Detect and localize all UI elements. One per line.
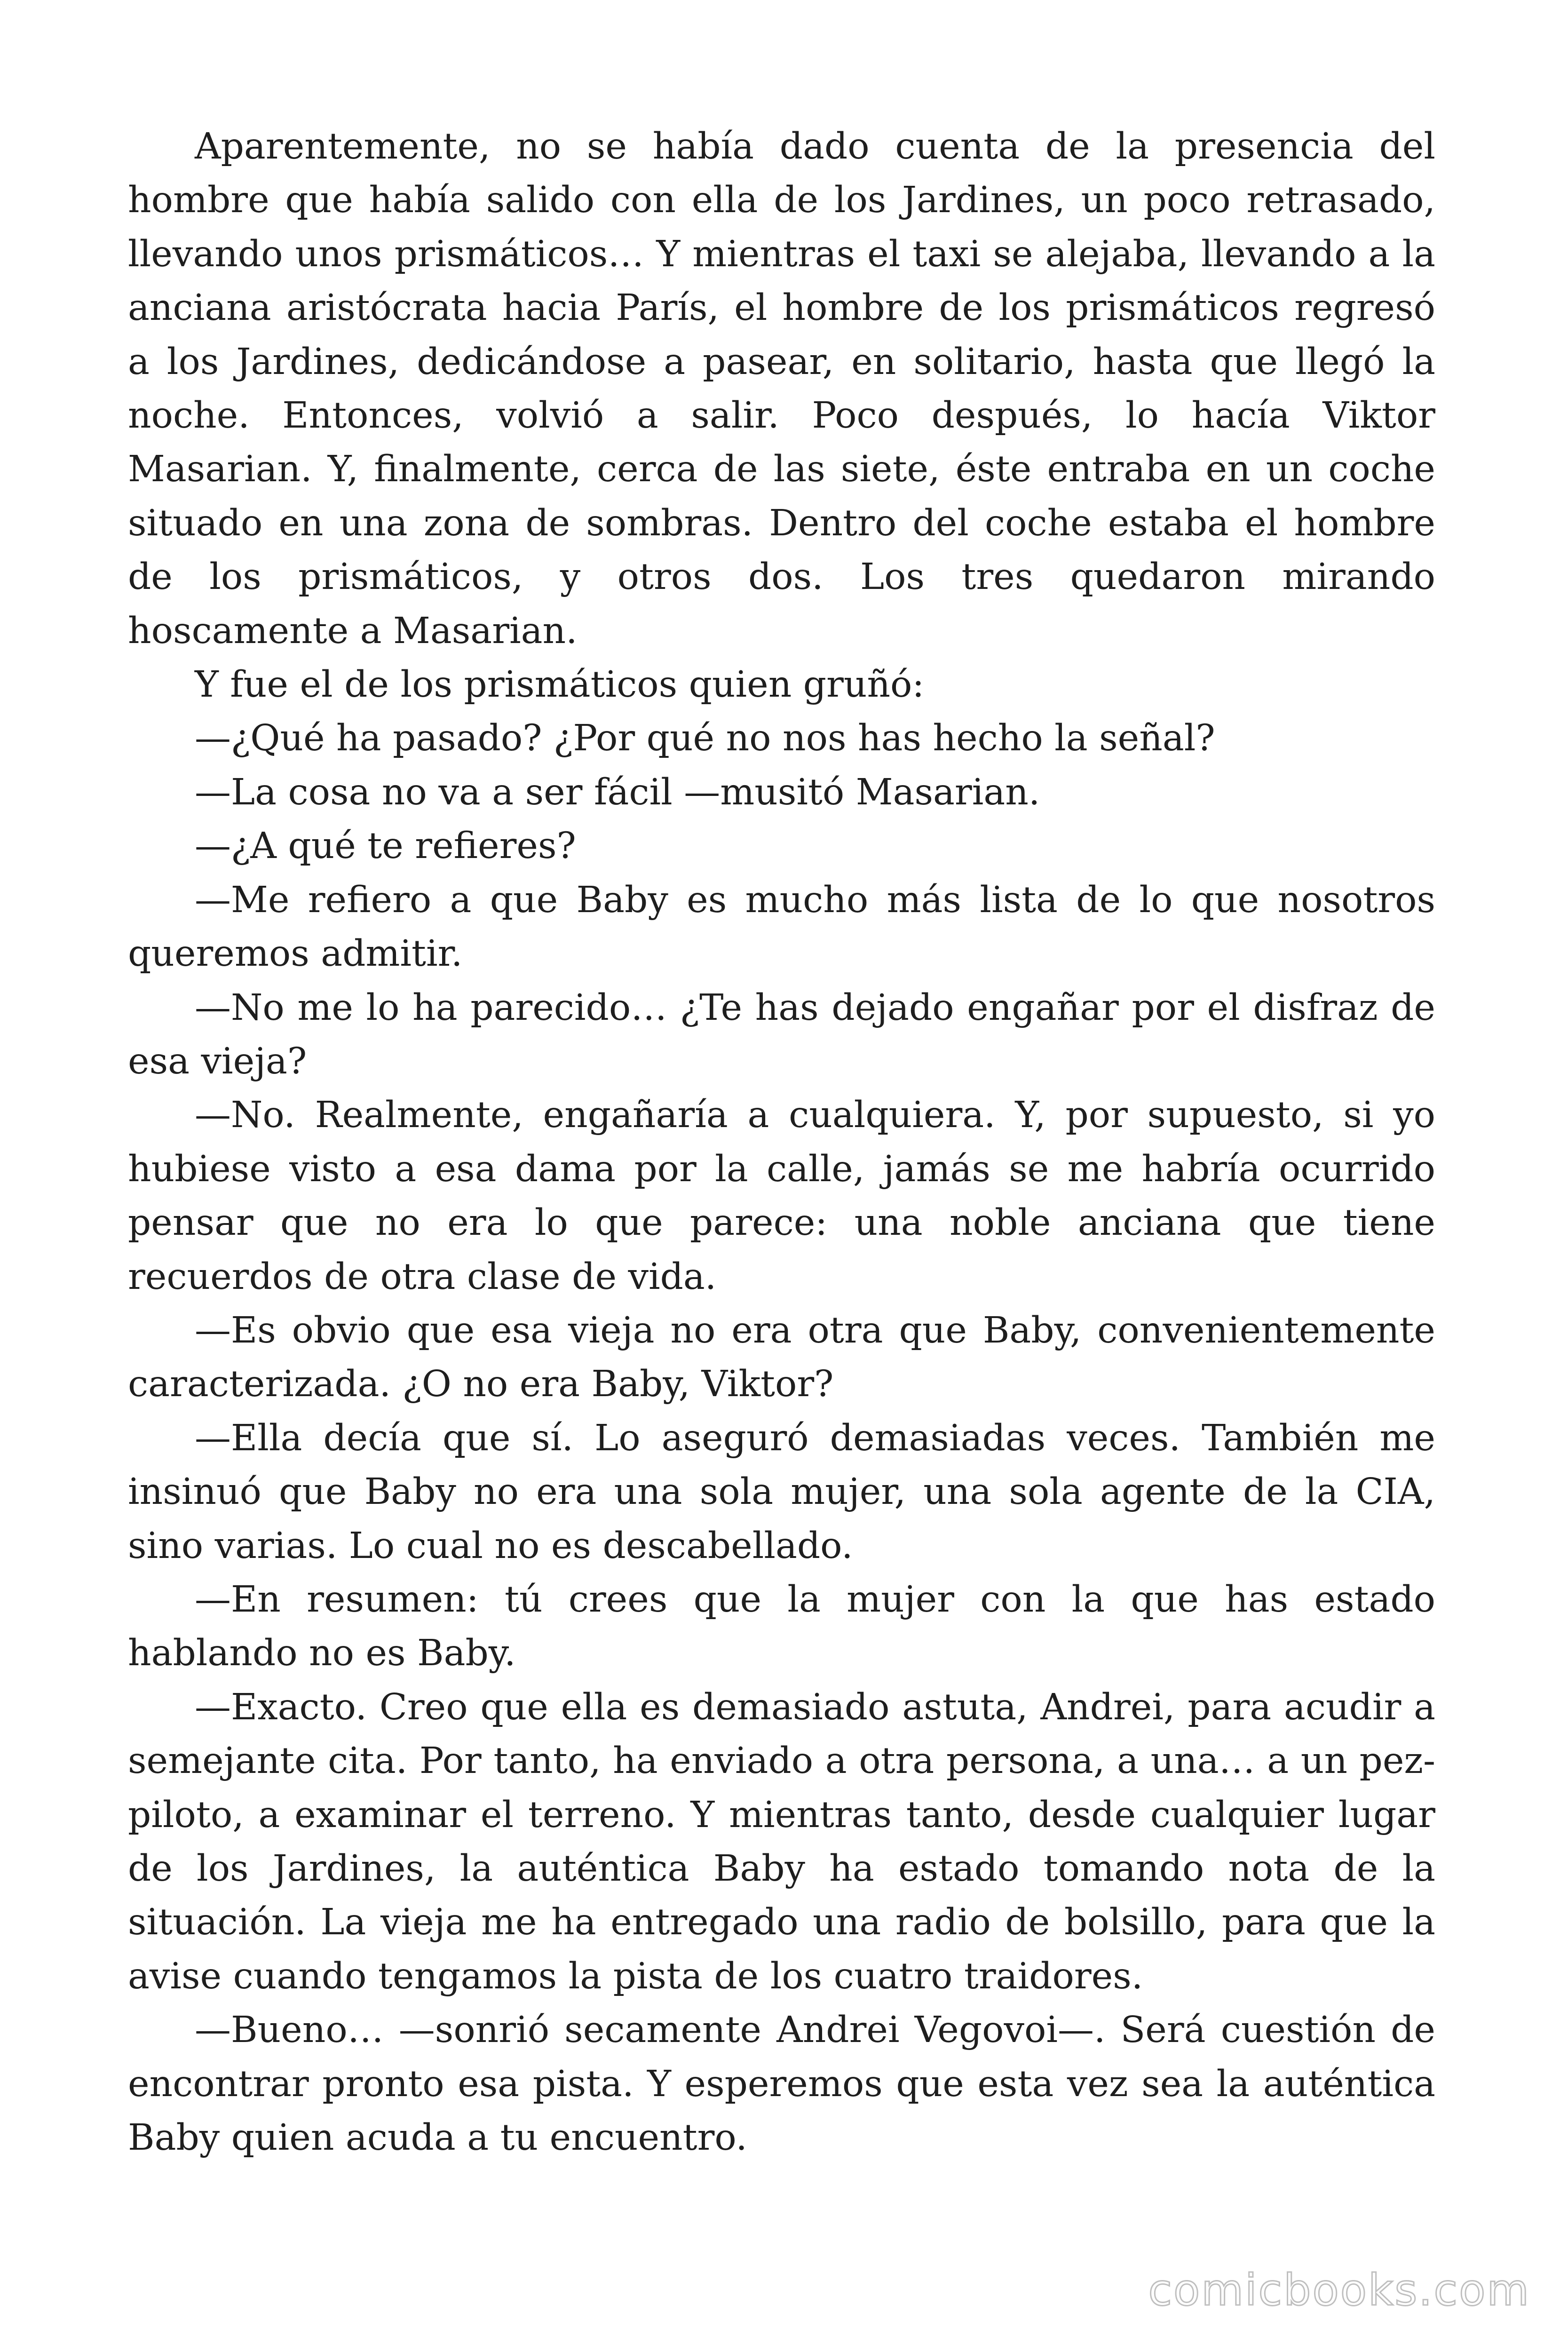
paragraph: —¿Qué ha pasado? ¿Por qué no nos has hecho la señal? <box>195 717 1215 760</box>
paragraph: —La cosa no va a ser fácil —musitó Masarian. <box>195 771 1040 813</box>
paragraph: Y fue el de los prismáticos quien gruñó: <box>195 664 925 706</box>
paragraph: —¿A qué te refieres? <box>195 825 576 867</box>
paragraph: —En resumen: tú crees que la mujer con la que has estado hablando no es Baby. <box>128 1578 1435 1675</box>
paragraph: —Me refiero a que Baby es mucho más lista de lo que nosotros queremos admitir. <box>128 879 1435 975</box>
paragraph: Aparentemente, no se había dado cuenta de la presencia del hombre que había salido con ella de los Jardines, un poco retrasado, llevando unos prismáticos… Y mientras el taxi se alejaba, llevando a la anciana aristócrata hacia París, el hombre de los prismáticos regresó a los Jardines, dedicándose a pasear, en solitario, hasta que llegó la noche. Entonces, volvió a salir. Poco después, lo hacía Viktor Masarian. Y, finalmente, cerca de las siete, éste entraba en un coche situado en una zona de sombras. Dentro del coche estaba el hombre de los prismáticos, y otros dos. Los tres quedaron mirando hoscamente a Masarian. <box>128 126 1435 652</box>
watermark: comicbooks.com <box>1148 2265 1530 2315</box>
paragraph: —No me lo ha parecido… ¿Te has dejado engañar por el disfraz de esa vieja? <box>128 986 1435 1082</box>
paragraph: —No. Realmente, engañaría a cualquiera. Y, por supuesto, si yo hubiese visto a esa dama por la calle, jamás se me habría ocurrido pensar que no era lo que parece: una noble anciana que tiene recuerdos de otra clase de vida. <box>128 1094 1435 1298</box>
body-text <box>128 120 1435 2165</box>
paragraph: —Es obvio que esa vieja no era otra que Baby, convenientemente caracterizada. ¿O no era Baby, Viktor? <box>128 1309 1435 1406</box>
paragraph: —Ella decía que sí. Lo aseguró demasiadas veces. También me insinuó que Baby no era una sola mujer, una sola agente de la CIA, sino varias. Lo cual no es descabellado. <box>128 1417 1435 1567</box>
paragraph: —Bueno… —sonrió secamente Andrei Vegovoi—. Será cuestión de encontrar pronto esa pista. Y esperemos que esta vez sea la auténtica Baby quien acuda a tu encuentro. <box>128 2009 1435 2159</box>
paragraph: —Exacto. Creo que ella es demasiado astuta, Andrei, para acudir a semejante cita. Por tanto, ha enviado a otra persona, a una… a un pez-piloto, a examinar el terreno. Y mientras tanto, desde cualquier lugar de los Jardines, la auténtica Baby ha estado tomando nota de la situación. La vieja me ha entregado una radio de bolsillo, para que la avise cuando tengamos la pista de los cuatro traidores. <box>128 1686 1435 1997</box>
